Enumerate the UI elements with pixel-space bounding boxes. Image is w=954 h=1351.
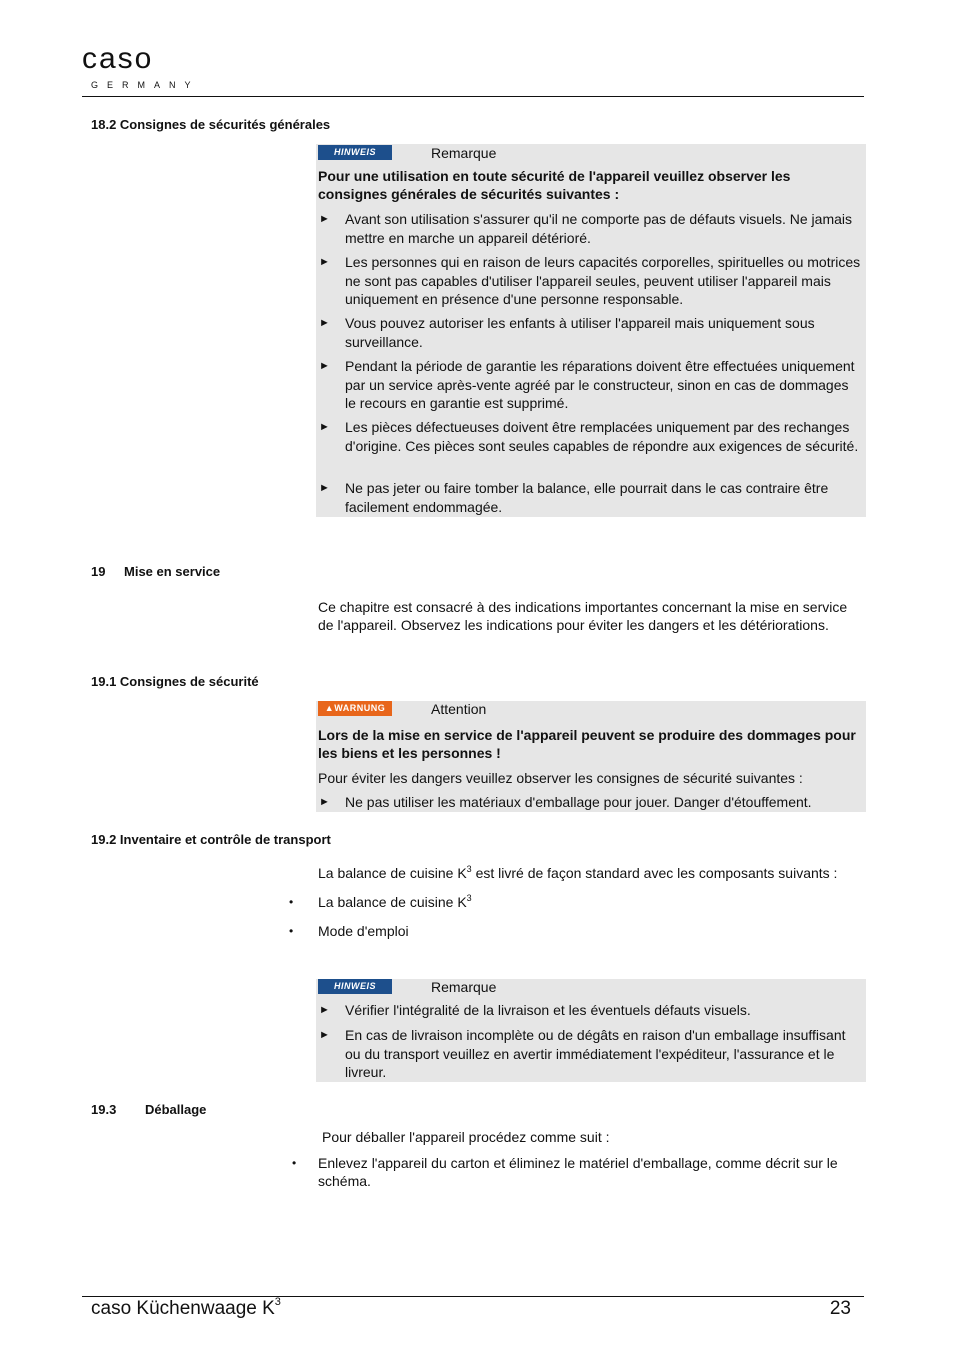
section-19-heading-number: 19 — [91, 564, 106, 579]
bullet-icon: • — [289, 924, 294, 938]
warning-intro: Lors de la mise en service de l'appareil peuvent se produire des dommages pour les biens et les personnes ! — [318, 727, 856, 761]
list-item: Mode d'emploi — [318, 923, 409, 939]
arrow-icon: ► — [319, 421, 330, 433]
logo-wordmark: caso — [82, 42, 154, 75]
arrow-icon: ► — [319, 1029, 330, 1041]
warning-label: Attention — [431, 701, 487, 717]
section-19-3-text: Pour déballer l'appareil procédez comme suit : — [322, 1129, 610, 1145]
hinweis-badge: HINWEIS — [318, 145, 392, 160]
list-item: ► Ne pas utiliser les matériaux d'emballage pour jouer. Danger d'étouffement. — [319, 794, 812, 810]
bullet-icon: • — [289, 895, 294, 909]
section-19-heading-title: Mise en service — [124, 564, 221, 579]
arrow-icon: ► — [319, 360, 330, 372]
arrow-icon: ► — [319, 1004, 330, 1016]
bullet-icon: • — [292, 1156, 297, 1170]
section-19-2-text: La balance de cuisine $K^3$ est livré de façon standard avec les composants suivants : — [318, 864, 838, 881]
list-item: ► Ne pas jeter ou faire tomber la balance, elle pourrait dans le cas contraire être facilement endommagée. — [319, 480, 829, 515]
warning-box-19-1 — [316, 701, 866, 812]
arrow-icon: ► — [319, 213, 330, 225]
list-item: ► Avant son utilisation s'assurer qu'il ne comporte pas de défauts visuels. Ne jamais mettre en marche un appareil détérioré. — [319, 211, 853, 246]
list-item: Enlevez l'appareil du carton et éliminez le matériel d'emballage, comme décrit sur le schéma. — [318, 1155, 838, 1189]
section-19-3-heading-number: 19.3 — [91, 1102, 117, 1117]
logo-subtitle: GERMANY — [91, 80, 200, 90]
section-19-1-heading: 19.1 Consignes de sécurité — [91, 674, 259, 689]
list-item: ► Les personnes qui en raison de leurs capacités corporelles, spirituelles ou motrices ne sont pas capables d'utiliser l'appareil seules, peuvent utiliser l'appareil mais uniquement en présence d'une personne responsable. — [319, 254, 861, 307]
warning-text: Pour éviter les dangers veuillez observer les consignes de sécurité suivantes : — [318, 770, 803, 786]
footer-title: caso Küchenwaage $K^3$ — [91, 1296, 281, 1319]
section-18-2-heading: 18.2 Consignes de sécurités générales — [91, 117, 331, 132]
section-19-3-heading-title: Déballage — [145, 1102, 207, 1117]
section-19-2-heading: 19.2 Inventaire et contrôle de transport — [91, 832, 331, 847]
list-item: ► Les pièces défectueuses doivent être remplacées uniquement par des rechanges d'origine. Ces pièces sont seules capables de répondre aux exigences de sécurité. — [319, 419, 859, 454]
page-number: 23 — [829, 1298, 851, 1319]
hinweis-badge: HINWEIS — [318, 979, 392, 994]
arrow-icon: ► — [319, 796, 330, 808]
note-box-19-2 — [316, 979, 866, 1082]
section-19-text: Ce chapitre est consacré à des indications importantes concernant la mise en service de l'appareil. Observez les indications pour éviter les dangers et les détériorations. — [318, 599, 848, 633]
list-item: ► En cas de livraison incomplète ou de dégâts en raison d'un emballage insuffisant ou du transport veuillez en avertir immédiatement l'expéditeur, l'assurance et le livreur. — [319, 1027, 846, 1080]
note-box-18-2 — [316, 144, 866, 517]
caso-logo — [82, 44, 204, 96]
footer-rule — [82, 1296, 864, 1297]
arrow-icon: ► — [319, 256, 330, 268]
note-label: Remarque — [431, 145, 497, 161]
list-item: ► Vérifier l'intégralité de la livraison et les éventuels défauts visuels. — [319, 1002, 751, 1018]
list-item: ► Vous pouvez autoriser les enfants à utiliser l'appareil mais uniquement sous surveillance. — [319, 315, 815, 350]
header-rule — [82, 96, 864, 97]
list-item: ► Pendant la période de garantie les réparations doivent être effectuées uniquement par un service après-vente agréé par le constructeur, sinon en cas de dommages le recours en garantie est supprimé. — [319, 358, 855, 411]
list-item: La balance de cuisine $K^3$ — [318, 893, 472, 910]
note-label: Remarque — [431, 979, 497, 995]
warnung-badge: ▲WARNUNG — [318, 701, 392, 716]
arrow-icon: ► — [319, 317, 330, 329]
arrow-icon: ► — [319, 482, 330, 494]
note-intro: Pour une utilisation en toute sécurité de l'appareil veuillez observer les consignes générales de sécurités suivantes : — [318, 168, 791, 202]
